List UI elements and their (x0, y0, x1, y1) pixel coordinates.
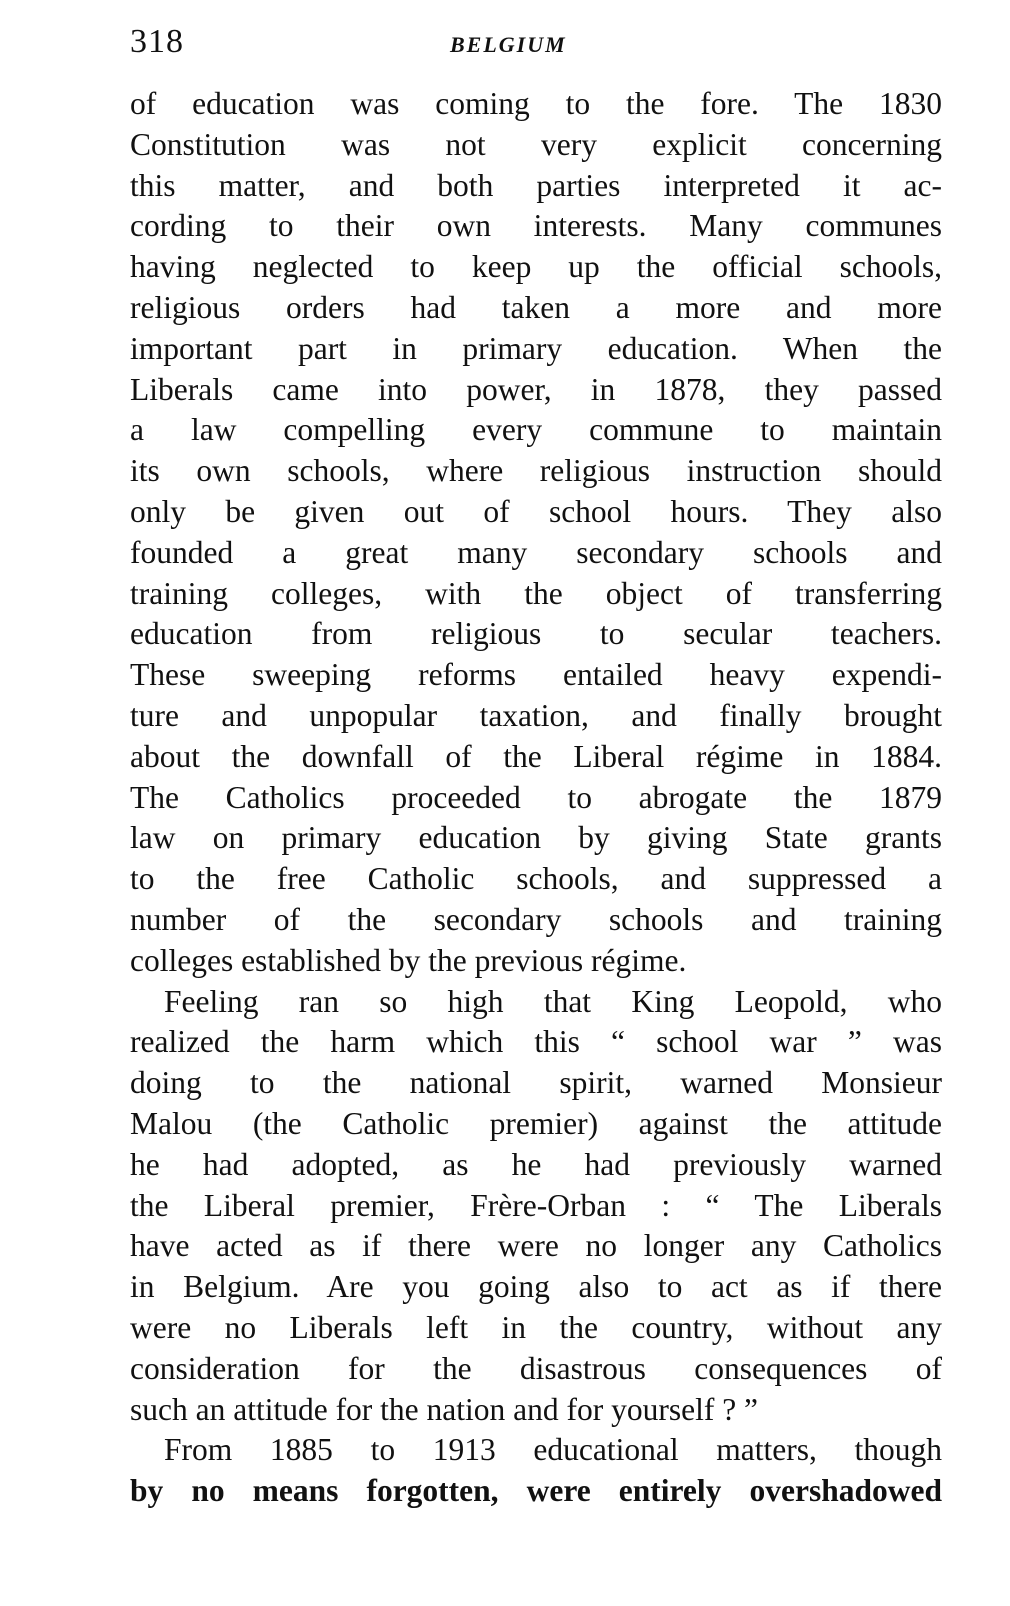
text-line: Feeling ran so high that King Leopold, who (164, 983, 942, 1019)
text-line: number of the secondary schools and training (130, 901, 942, 937)
body-text (130, 84, 942, 1512)
text-line: Constitution was not very explicit concerning (130, 126, 942, 162)
text-line: Liberals came into power, in 1878, they passed (130, 371, 942, 407)
text-line: such an attitude for the nation and for yourself ? ” (130, 1391, 759, 1427)
text-line: doing to the national spirit, warned Monsieur (130, 1065, 942, 1101)
text-line: to the free Catholic schools, and suppressed a (130, 861, 942, 897)
text-line: These sweeping reforms entailed heavy expendi- (130, 657, 942, 693)
text-line: training colleges, with the object of transferring (130, 575, 942, 611)
text-line: education from religious to secular teachers. (130, 616, 942, 652)
running-head (130, 22, 942, 66)
text-line: in Belgium. Are you going also to act as if there (130, 1269, 942, 1305)
text-line: founded a great many secondary schools and (130, 534, 942, 570)
text-line: law on primary education by giving State grants (130, 820, 942, 856)
text-line: about the downfall of the Liberal régime in 1884. (130, 738, 942, 774)
text-line: The Catholics proceeded to abrogate the 1879 (130, 779, 942, 815)
text-line: Malou (the Catholic premier) against the attitude (130, 1105, 942, 1141)
text-line: cording to their own interests. Many communes (130, 208, 942, 244)
text-line: its own schools, where religious instruction should (130, 453, 942, 489)
text-line: From 1885 to 1913 educational matters, though (164, 1432, 942, 1468)
text-line: were no Liberals left in the country, without any (130, 1309, 942, 1345)
text-line: of education was coming to the fore. The 1830 (130, 86, 942, 121)
text-line: having neglected to keep up the official schools, (130, 249, 942, 285)
running-title: BELGIUM (450, 32, 567, 57)
text-line: by no means forgotten, were entirely overshadowed (130, 1473, 942, 1509)
text-line: colleges established by the previous régime. (130, 942, 687, 978)
text-line: religious orders had taken a more and more (130, 289, 942, 325)
text-line: this matter, and both parties interpreted it ac- (130, 167, 942, 203)
text-line: consideration for the disastrous consequences of (130, 1350, 942, 1386)
page-number: 318 (130, 23, 184, 60)
text-line: the Liberal premier, Frère-Orban : “ The Liberals (130, 1187, 942, 1223)
text-line: have acted as if there were no longer any Catholics (130, 1228, 942, 1264)
text-line: ture and unpopular taxation, and finally brought (130, 697, 942, 733)
text-line: realized the harm which this “ school war ” was (130, 1024, 942, 1060)
text-line: a law compelling every commune to maintain (130, 412, 942, 448)
text-line: he had adopted, as he had previously warned (130, 1146, 942, 1182)
text-line: important part in primary education. When the (130, 330, 942, 366)
text-line: only be given out of school hours. They also (130, 493, 942, 529)
